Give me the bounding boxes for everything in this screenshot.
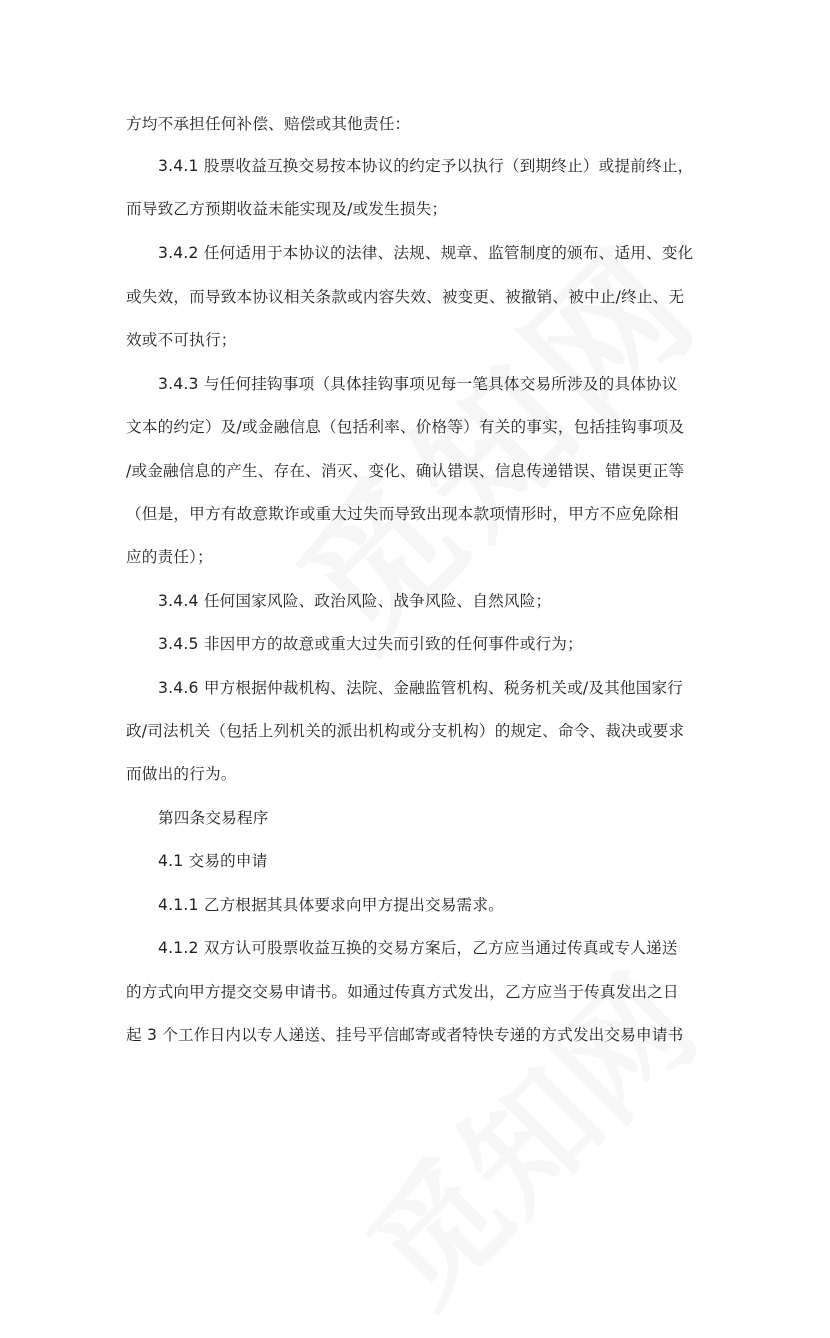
text-line: 起 3 个工作日内以专人递送、挂号平信邮寄或者特快专递的方式发出交易申请书 xyxy=(126,1026,684,1044)
subsection-heading: 4.1 交易的申请 xyxy=(158,852,268,870)
text-line: 政/司法机关（包括上列机关的派出机构或分支机构）的规定、命令、裁决或要求 xyxy=(126,722,685,740)
text-line: 4.1.2 双方认可股票收益互换的交易方案后，乙方应当通过传真或专人递送 xyxy=(158,939,678,957)
text-line: 应的责任）； xyxy=(126,548,213,566)
text-line: 3.4.1 股票收益互换交易按本协议的约定予以执行（到期终止）或提前终止， xyxy=(158,157,694,175)
text-line: 而导致乙方预期收益未能实现及/或发生损失； xyxy=(126,200,448,218)
text-line: 或失效，而导致本协议相关条款或内容失效、被变更、被撤销、被中止/终止、无 xyxy=(126,288,685,306)
text-line: 而做出的行为。 xyxy=(126,765,237,783)
text-line: 3.4.2 任何适用于本协议的法律、法规、规章、监管制度的颁布、适用、变化 xyxy=(158,244,694,262)
text-line: 3.4.4 任何国家风险、政治风险、战争风险、自然风险； xyxy=(158,592,552,610)
text-line: 3.4.3 与任何挂钩事项（具体挂钩事项见每一笔具体交易所涉及的具体协议 xyxy=(158,375,678,393)
text-line: 方均不承担任何补偿、赔偿或其他责任： xyxy=(126,115,411,133)
text-line: （但是，甲方有故意欺诈或重大过失而导致出现本款项情形时，甲方不应免除相 xyxy=(126,505,679,523)
text-line: 文本的约定）及/或金融信息（包括利率、价格等）有关的事实，包括挂钩事项及 xyxy=(126,418,685,436)
text-line: /或金融信息的产生、存在、消灭、变化、确认错误、信息传递错误、错误更正等 xyxy=(126,462,685,480)
text-line: 3.4.6 甲方根据仲裁机构、法院、金融监管机构、税务机关或/及其他国家行 xyxy=(158,679,684,697)
text-line: 的方式向甲方提交交易申请书。如通过传真方式发出，乙方应当于传真发出之日 xyxy=(126,983,679,1001)
text-line: 3.4.5 非因甲方的故意或重大过失而引致的任何事件或行为； xyxy=(158,635,583,653)
text-line: 效或不可执行； xyxy=(126,331,237,349)
section-heading: 第四条交易程序 xyxy=(158,809,269,827)
text-line: 4.1.1 乙方根据其具体要求向甲方提出交易需求。 xyxy=(158,896,504,914)
